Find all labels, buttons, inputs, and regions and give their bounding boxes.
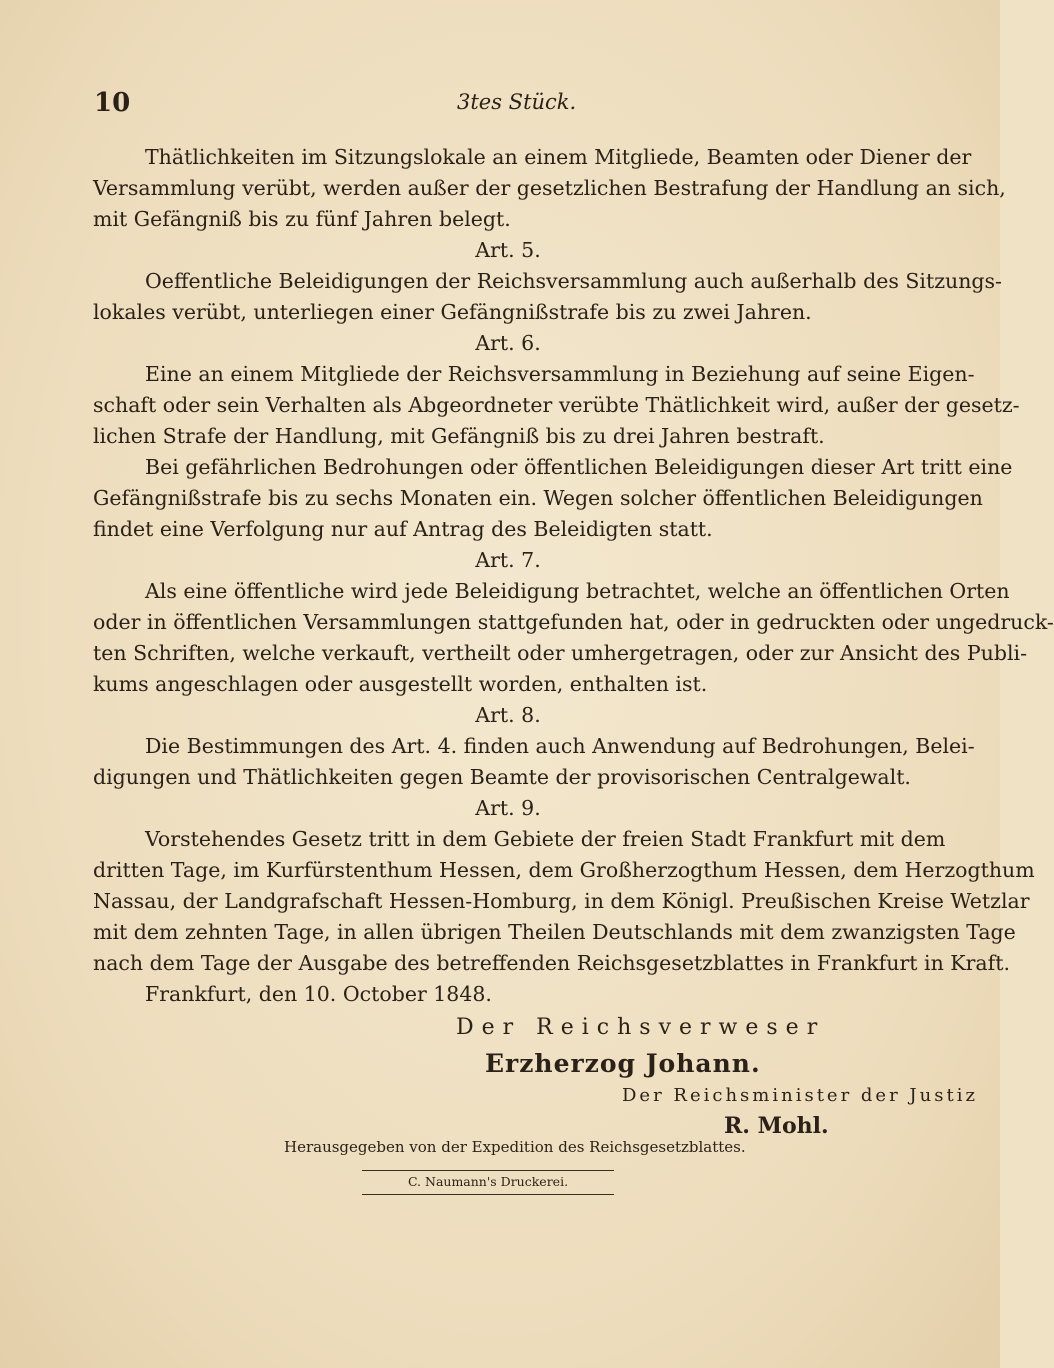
text-line: Bei gefährlichen Bedrohungen oder öffentlichen Beleidigungen dieser Art tritt eine xyxy=(145,455,1013,479)
text-line: digungen und Thätlichkeiten gegen Beamte der provisorischen Centralgewalt. xyxy=(93,765,911,789)
article-heading-6: Art. 6. xyxy=(475,331,541,355)
article-heading-8: Art. 8. xyxy=(475,703,541,727)
running-head: 3tes Stück. xyxy=(457,90,577,114)
text-line: Eine an einem Mitgliede der Reichsversammlung in Beziehung auf seine Eigen- xyxy=(145,362,975,386)
text-line: Als eine öffentliche wird jede Beleidigung betrachtet, welche an öffentlichen Orten xyxy=(145,579,1010,603)
law-text xyxy=(93,142,1054,1010)
page-number: 10 xyxy=(94,88,131,118)
text-line: Thätlichkeiten im Sitzungslokale an einem Mitgliede, Beamten oder Diener der xyxy=(145,145,972,169)
text-line: schaft oder sein Verhalten als Abgeordneter verübte Thätlichkeit wird, außer der gesetz- xyxy=(93,393,1020,417)
divider-bottom xyxy=(362,1194,614,1195)
signatory-name-mohl: R. Mohl. xyxy=(724,1113,829,1139)
text-line: Vorstehendes Gesetz tritt in dem Gebiete der freien Stadt Frankfurt mit dem xyxy=(145,827,946,851)
article-heading-5: Art. 5. xyxy=(475,238,541,262)
date-line: Frankfurt, den 10. October 1848. xyxy=(145,982,492,1006)
publisher-note: Herausgegeben von der Expedition des Reichsgesetzblattes. xyxy=(284,1138,746,1156)
article-heading-7: Art. 7. xyxy=(475,548,541,572)
text-line: mit Gefängniß bis zu fünf Jahren belegt. xyxy=(93,207,511,231)
text-line: Versammlung verübt, werden außer der gesetzlichen Bestrafung der Handlung an sich, xyxy=(93,176,1006,200)
text-line: Oeffentliche Beleidigungen der Reichsversammlung auch außerhalb des Sitzungs- xyxy=(145,269,1002,293)
text-line: lokales verübt, unterliegen einer Gefängnißstrafe bis zu zwei Jahren. xyxy=(93,300,812,324)
printer-note: C. Naumann's Druckerei. xyxy=(407,1174,569,1189)
article-heading-9: Art. 9. xyxy=(475,796,541,820)
signatory-title-reichsverweser: Der Reichsverweser xyxy=(456,1015,826,1040)
text-line: findet eine Verfolgung nur auf Antrag des Beleidigten statt. xyxy=(93,517,713,541)
text-line: nach dem Tage der Ausgabe des betreffenden Reichsgesetzblattes in Frankfurt in Kraft. xyxy=(93,951,1010,975)
text-line: oder in öffentlichen Versammlungen stattgefunden hat, oder in gedruckten oder ungedruck- xyxy=(93,610,1054,634)
signatory-name-johann: Erzherzog Johann. xyxy=(485,1049,761,1078)
text-line: Die Bestimmungen des Art. 4. finden auch Anwendung auf Bedrohungen, Belei- xyxy=(145,734,975,758)
text-line: Nassau, der Landgrafschaft Hessen-Homburg, in dem Königl. Preußischen Kreise Wetzlar xyxy=(93,889,1030,913)
text-line: Gefängnißstrafe bis zu sechs Monaten ein. Wegen solcher öffentlichen Beleidigungen xyxy=(93,486,983,510)
signatory-title-justice-minister: Der Reichsminister der Justiz xyxy=(622,1085,978,1106)
text-line: kums angeschlagen oder ausgestellt worden, enthalten ist. xyxy=(93,672,708,696)
text-line: lichen Strafe der Handlung, mit Gefängniß bis zu drei Jahren bestraft. xyxy=(93,424,825,448)
text-line: dritten Tage, im Kurfürstenthum Hessen, dem Großherzogthum Hessen, dem Herzogthum xyxy=(93,858,1035,882)
page-header xyxy=(94,88,920,124)
text-line: ten Schriften, welche verkauft, vertheilt oder umhergetragen, oder zur Ansicht des Publi- xyxy=(93,641,1028,665)
text-line: mit dem zehnten Tage, in allen übrigen Theilen Deutschlands mit dem zwanzigsten Tage xyxy=(93,920,1016,944)
